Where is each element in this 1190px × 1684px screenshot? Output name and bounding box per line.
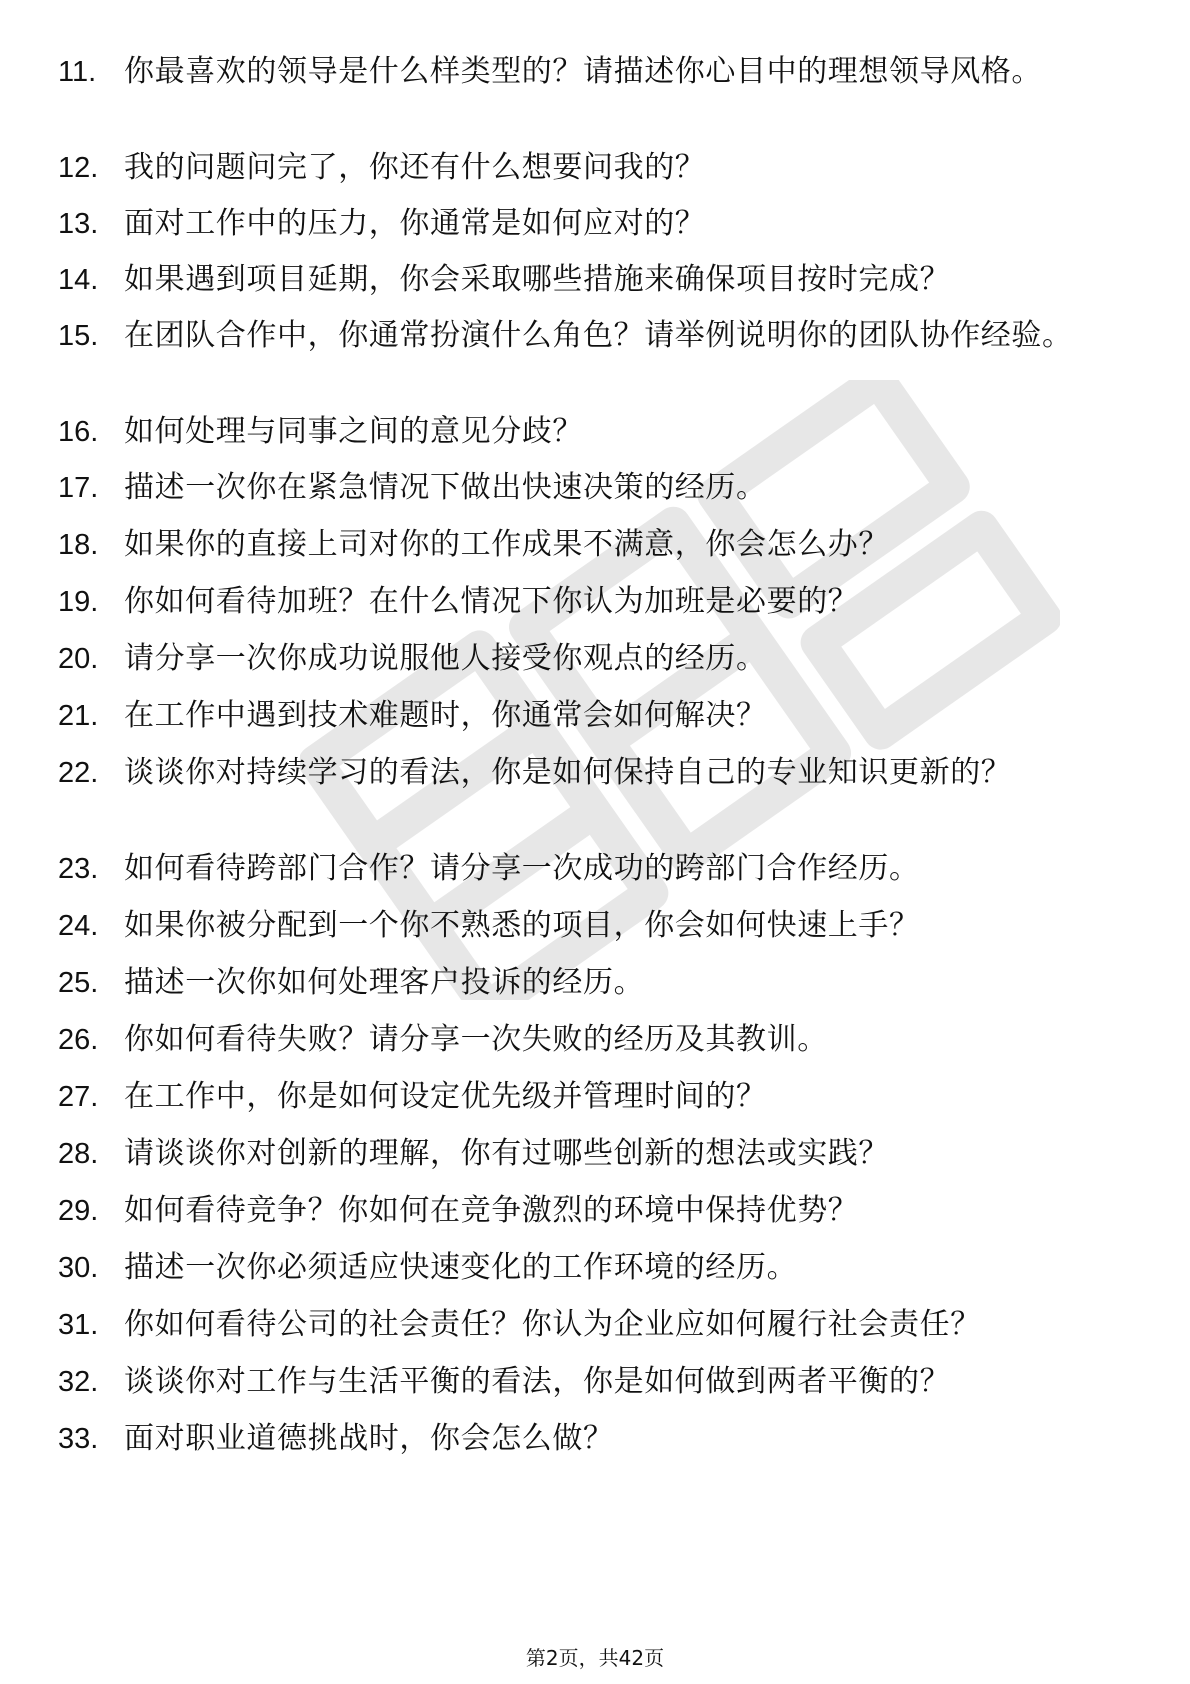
item-number: 31. [58, 1309, 99, 1341]
item-number: 15. [58, 320, 99, 352]
item-number: 30. [58, 1252, 99, 1284]
item-number: 13. [58, 208, 99, 240]
item-number: 33. [58, 1423, 99, 1455]
item-number: 25. [58, 967, 99, 999]
item-text: 你如何看待失败？请分享一次失败的经历及其教训。 [124, 1022, 828, 1057]
item-number: 20. [58, 643, 99, 675]
item-text: 面对工作中的压力，你通常是如何应对的？ [124, 206, 706, 241]
item-text: 如何处理与同事之间的意见分歧？ [124, 414, 583, 449]
item-text: 在工作中，你是如何设定优先级并管理时间的？ [124, 1079, 767, 1114]
item-number: 22. [58, 757, 99, 789]
item-text: 描述一次你必须适应快速变化的工作环境的经历。 [124, 1250, 798, 1285]
item-number: 27. [58, 1081, 99, 1113]
page-number-footer: 第2页，共42页 [525, 1646, 665, 1670]
item-text: 如何看待竞争？你如何在竞争激烈的环境中保持优势？ [124, 1193, 859, 1228]
item-number: 14. [58, 264, 99, 296]
item-number: 28. [58, 1138, 99, 1170]
item-text: 描述一次你在紧急情况下做出快速决策的经历。 [124, 470, 767, 505]
item-number: 32. [58, 1366, 99, 1398]
item-number: 18. [58, 529, 99, 561]
item-number: 17. [58, 472, 99, 504]
item-text: 请分享一次你成功说服他人接受你观点的经历。 [124, 641, 767, 676]
item-text: 如果遇到项目延期，你会采取哪些措施来确保项目按时完成？ [124, 262, 951, 297]
item-number: 19. [58, 586, 99, 618]
item-text: 在团队合作中，你通常扮演什么角色？请举例说明你的团队协作经验。 [124, 318, 1073, 353]
item-text: 你如何看待加班？在什么情况下你认为加班是必要的？ [124, 584, 859, 619]
item-text: 请谈谈你对创新的理解，你有过哪些创新的想法或实践？ [124, 1136, 889, 1171]
item-number: 12. [58, 152, 99, 184]
item-text: 面对职业道德挑战时，你会怎么做？ [124, 1421, 614, 1456]
item-text: 我的问题问完了，你还有什么想要问我的？ [124, 150, 706, 185]
item-number: 11. [58, 56, 97, 88]
item-text: 如何看待跨部门合作？请分享一次成功的跨部门合作经历。 [124, 851, 920, 886]
item-number: 26. [58, 1024, 99, 1056]
item-text: 如果你被分配到一个你不熟悉的项目，你会如何快速上手？ [124, 908, 920, 943]
item-text: 谈谈你对持续学习的看法，你是如何保持自己的专业知识更新的？ [124, 755, 1012, 790]
item-number: 29. [58, 1195, 99, 1227]
item-text: 在工作中遇到技术难题时，你通常会如何解决？ [124, 698, 767, 733]
item-text: 如果你的直接上司对你的工作成果不满意，你会怎么办？ [124, 527, 889, 562]
item-number: 16. [58, 416, 99, 448]
item-text: 你如何看待公司的社会责任？你认为企业应如何履行社会责任？ [124, 1307, 981, 1342]
item-number: 21. [58, 700, 99, 732]
item-text: 描述一次你如何处理客户投诉的经历。 [124, 965, 645, 1000]
item-text: 谈谈你对工作与生活平衡的看法，你是如何做到两者平衡的？ [124, 1364, 951, 1399]
item-number: 24. [58, 910, 99, 942]
item-number: 23. [58, 853, 99, 885]
item-text: 你最喜欢的领导是什么样类型的？请描述你心目中的理想领导风格。 [124, 54, 1042, 89]
